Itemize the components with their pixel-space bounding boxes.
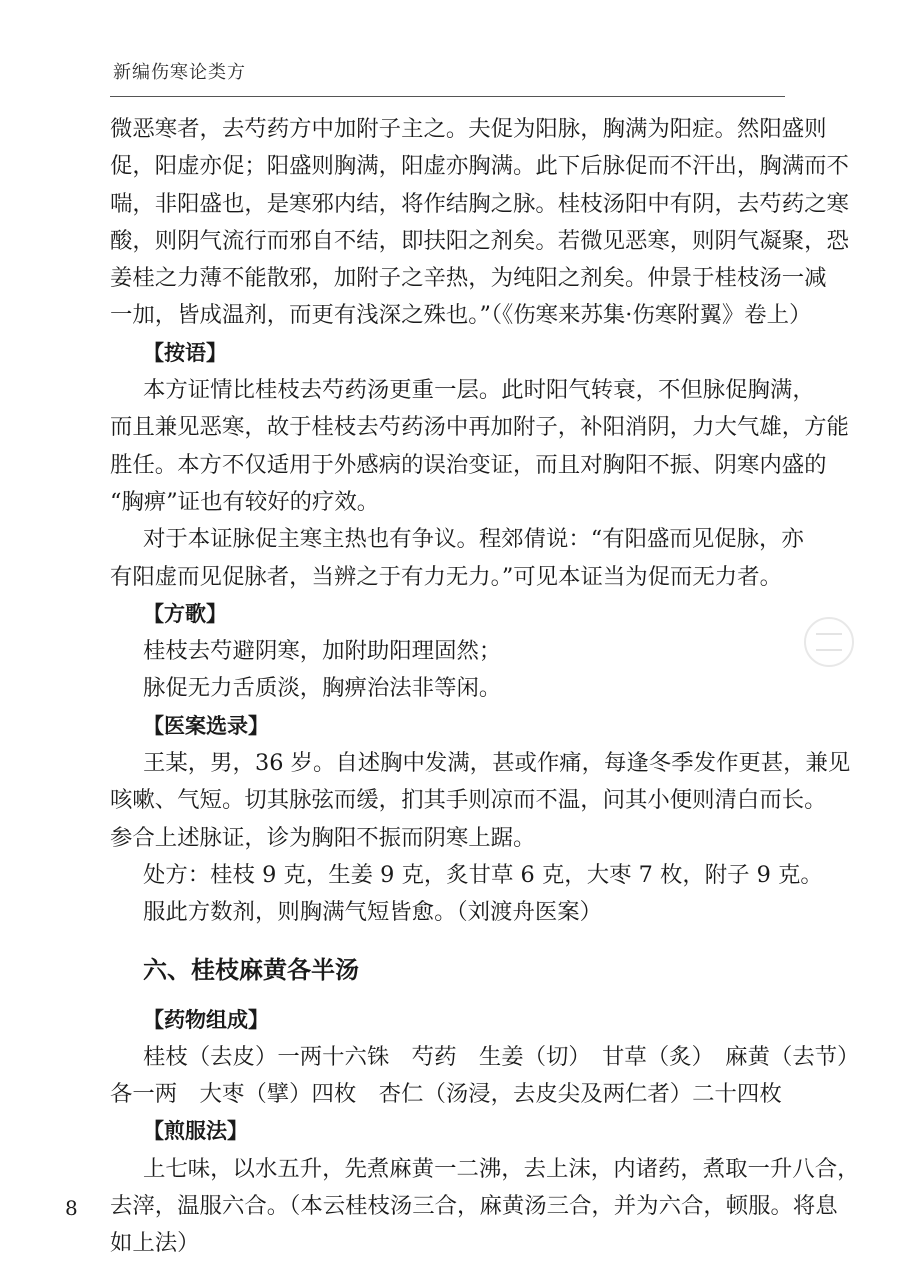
section-label-composition: 【药物组成】 [143,1007,269,1032]
text-line: 姜桂之力薄不能散邪，加附子之辛热，为纯阳之剂矣。仲景于桂枝汤一减 [110,265,827,292]
text-line: 参合上述脉证，诊为胸阳不振而阴寒上踞。 [110,824,536,851]
section-label-fangge: 【方歌】 [143,601,227,626]
text-line: 咳嗽、气短。切其脉弦而缓，扪其手则凉而不温，问其小便则清白而长。 [110,787,827,814]
text-line: 喘，非阳盛也，是寒邪内结，将作结胸之脉。桂枝汤阳中有阴，去芍药之寒 [110,190,849,217]
running-title: 新编伤寒论类方 [113,62,246,83]
verse-line: 脉促无力舌质淡，胸痹治法非等闲。 [143,675,502,702]
page-body [110,111,860,1263]
text-line: 有阳虚而见促脉者，当辨之于有力无力。”可见本证当为促而无力者。 [110,563,782,590]
section-label-yian: 【医案选录】 [143,713,269,738]
text-line: 胜任。本方不仅适用于外感病的误治变证，而且对胸阳不振、阴寒内盛的 [110,451,827,478]
page-number: 8 [65,1196,78,1220]
text-line: 王某，男，36 岁。自述胸中发满，甚或作痛，每逢冬季发作更甚，兼见 [143,750,851,777]
text-line: “胸痹”证也有较好的疗效。 [110,488,380,515]
text-line: 促，阳虚亦促；阳盛则胸满，阳虚亦胸满。此下后脉促而不汗出，胸满而不 [110,153,849,180]
text-line: 微恶寒者，去芍药方中加附子主之。夫促为阳脉，胸满为阳症。然阳盛则 [110,116,827,142]
section-label-method: 【煎服法】 [143,1119,248,1144]
prescription-line: 处方：桂枝 9 克，生姜 9 克，炙甘草 6 克，大枣 7 枚，附子 9 克。 [143,861,823,888]
section-heading: 六、桂枝麻黄各半汤 [143,955,359,984]
header-rule [110,96,785,97]
text-line: 各一两 大枣（擘）四枚 杏仁（汤浸，去皮尖及两仁者）二十四枚 [110,1081,782,1108]
text-line: 如上法） [110,1230,200,1257]
text-line: 本方证情比桂枝去芍药汤更重一层。此时阳气转衰，不但脉促胸满， [143,377,815,404]
text-line: 一加，皆成温剂，而更有浅深之殊也。”（《伤寒来苏集·伤寒附翼》卷上） [110,302,812,329]
text-line: 上七味，以水五升，先煮麻黄一二沸，去上沫，内诸药，煮取一升八合， [143,1155,860,1182]
outcome-line: 服此方数剂，则胸满气短皆愈。（刘渡舟医案） [143,899,603,926]
watermark-seal-icon [804,617,854,667]
text-line: 去滓，温服六合。（本云桂枝汤三合，麻黄汤三合，并为六合，顿服。将息 [110,1193,838,1220]
section-label-anyu: 【按语】 [143,340,227,365]
text-line: 而且兼见恶寒，故于桂枝去芍药汤中再加附子，补阳消阴，力大气雄，方能 [110,414,849,441]
text-line: 酸，则阴气流行而邪自不结，即扶阳之剂矣。若微见恶寒，则阴气凝聚，恐 [110,227,849,254]
verse-line: 桂枝去芍避阴寒，加附助阳理固然； [143,638,502,665]
text-line: 桂枝（去皮）一两十六铢 芍药 生姜（切） 甘草（炙） 麻黄（去节） [143,1043,860,1070]
text-line: 对于本证脉促主寒主热也有争议。程郊倩说：“有阳盛而见促脉，亦 [143,526,804,553]
